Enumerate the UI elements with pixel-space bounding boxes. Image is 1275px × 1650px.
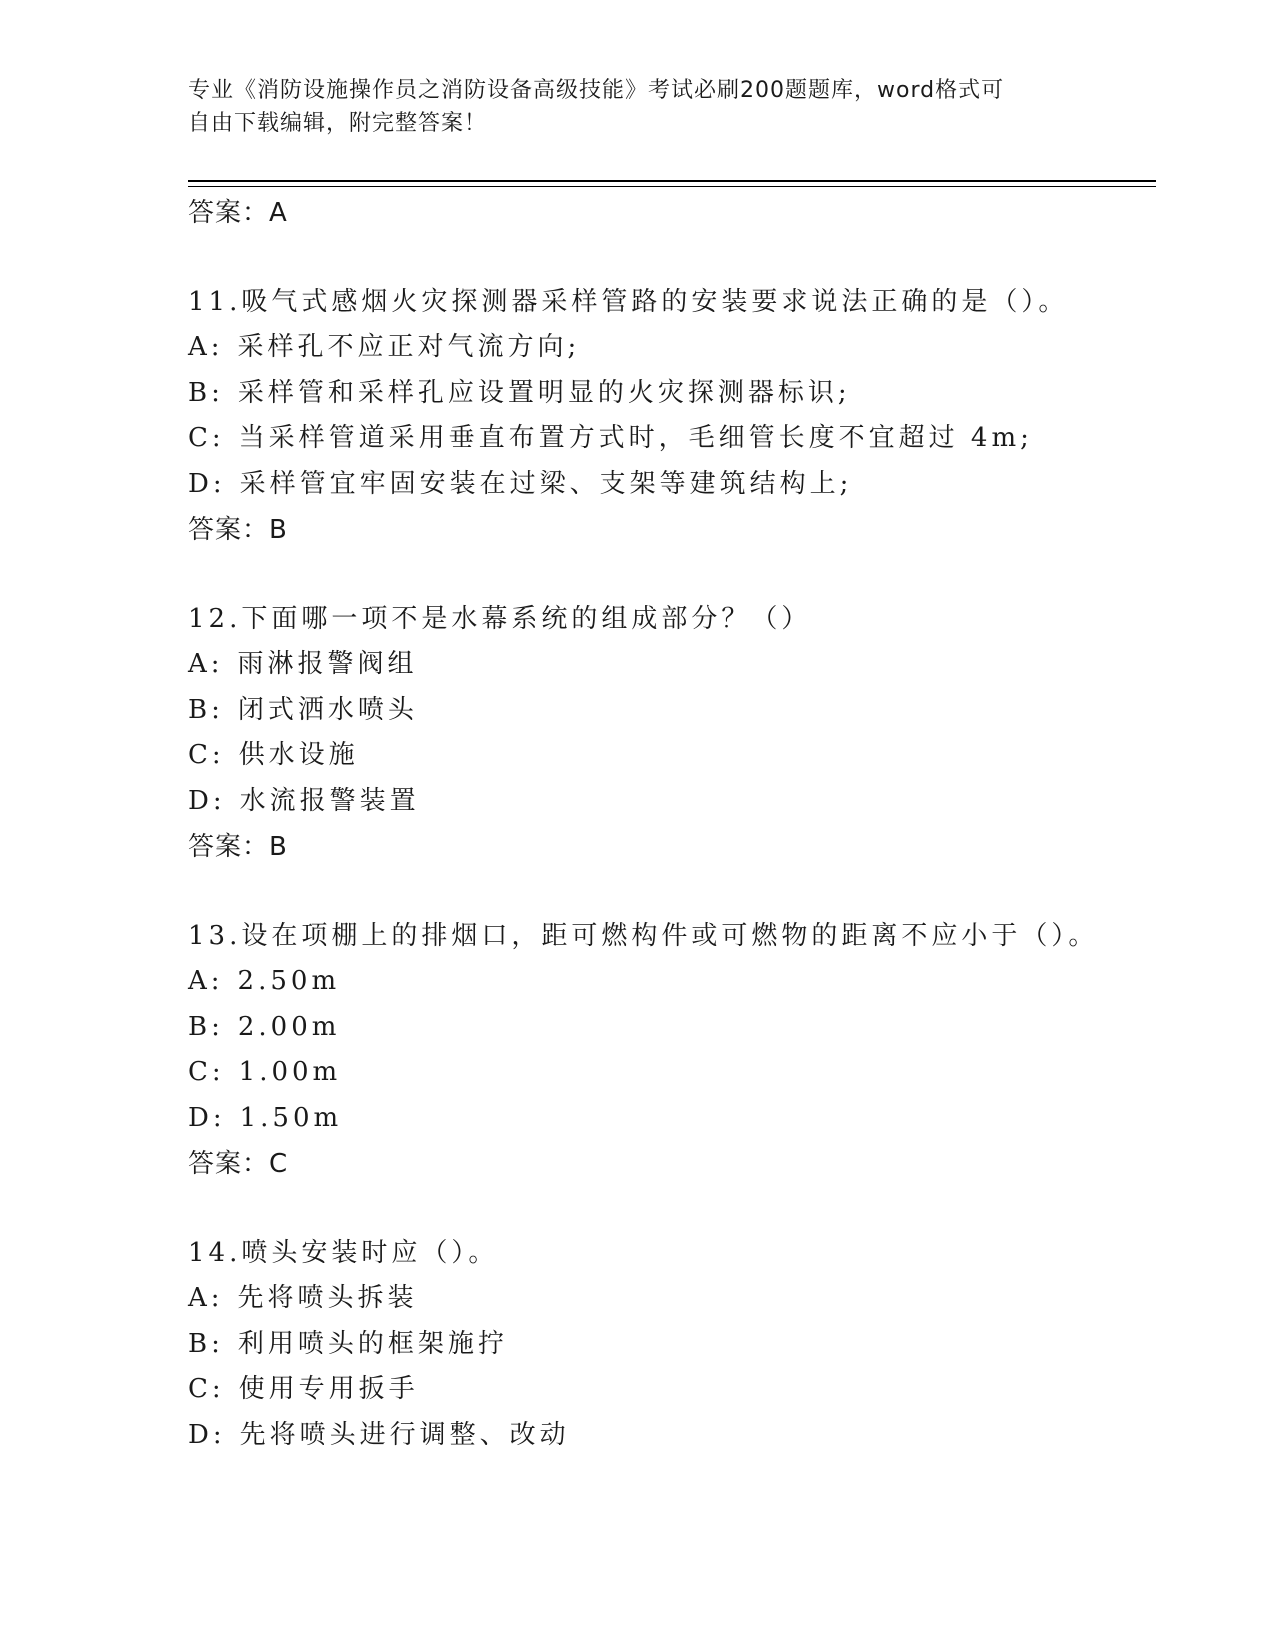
question-text: 14.喷头安装时应（）。 — [188, 1238, 499, 1268]
question-block — [188, 914, 1156, 1187]
option-a — [188, 642, 1156, 688]
option-letter: C: — [188, 740, 225, 770]
option-a — [188, 959, 1156, 1005]
option-letter: C: — [188, 1057, 225, 1087]
option-letter: D: — [188, 1419, 226, 1450]
header-rule-thick — [188, 180, 1156, 182]
option-d — [188, 1096, 1156, 1142]
option-text: 雨淋报警阀组 — [237, 649, 418, 679]
option-text: 水流报警装置 — [239, 785, 420, 816]
answer-line: 答案：B — [188, 832, 288, 862]
option-letter: A: — [188, 1283, 224, 1313]
option-letter: C: — [188, 1374, 225, 1404]
option-text: 先将喷头进行调整、改动 — [239, 1419, 570, 1450]
question-block — [188, 280, 1156, 553]
option-b — [188, 1322, 1156, 1368]
option-c — [188, 1367, 1156, 1413]
option-letter: B: — [188, 1011, 224, 1042]
option-letter: B: — [188, 377, 224, 408]
question-block — [188, 1231, 1156, 1458]
question-text: 13.设在项棚上的排烟口，距可燃构件或可燃物的距离不应小于（）。 — [188, 921, 1099, 951]
option-text: 1.50m — [239, 1102, 343, 1133]
option-letter: B: — [188, 694, 224, 725]
option-c — [188, 416, 1156, 462]
option-text: 1.00m — [238, 1057, 342, 1087]
option-text: 采样管宜牢固安装在过梁、支架等建筑结构上; — [239, 468, 853, 499]
option-letter: A: — [188, 649, 224, 679]
option-text: 采样管和采样孔应设置明显的火灾探测器标识; — [237, 377, 851, 408]
option-text: 闭式洒水喷头 — [237, 694, 418, 725]
question-list — [188, 190, 1156, 1458]
option-d — [188, 1413, 1156, 1459]
option-letter: D: — [188, 785, 226, 816]
option-c — [188, 733, 1156, 779]
header-rule-thin — [188, 186, 1156, 187]
option-b — [188, 1005, 1156, 1051]
option-text: 使用专用扳手 — [238, 1374, 419, 1404]
document-header — [188, 74, 1068, 140]
option-text: 先将喷头拆装 — [237, 1283, 418, 1313]
option-text: 利用喷头的框架施拧 — [237, 1328, 508, 1359]
option-c — [188, 1050, 1156, 1096]
option-text: 2.00m — [237, 1011, 341, 1042]
answer-line: 答案：C — [188, 1149, 289, 1179]
header-line-1: 专业《消防设施操作员之消防设备高级技能》考试必刷200题题库，word格式可 — [188, 78, 1005, 103]
option-letter: B: — [188, 1328, 224, 1359]
option-letter: A: — [188, 332, 224, 362]
option-d — [188, 779, 1156, 825]
option-b — [188, 371, 1156, 417]
option-text: 供水设施 — [238, 740, 359, 770]
question-text: 11.吸气式感烟火灾探测器采样管路的安装要求说法正确的是（）。 — [188, 287, 1069, 317]
answer-line: 答案：A — [188, 198, 288, 228]
option-letter: D: — [188, 468, 226, 499]
option-letter: A: — [188, 966, 224, 996]
option-d — [188, 462, 1156, 508]
header-line-2: 自由下载编辑，附完整答案！ — [188, 111, 488, 136]
question-block — [188, 597, 1156, 870]
option-letter: C: — [188, 423, 225, 453]
option-b — [188, 688, 1156, 734]
question-text: 12.下面哪一项不是水幕系统的组成部分？（） — [188, 604, 812, 634]
option-letter: D: — [188, 1102, 226, 1133]
option-a — [188, 325, 1156, 371]
option-text: 2.50m — [237, 966, 341, 996]
option-text: 采样孔不应正对气流方向; — [237, 332, 581, 362]
option-a — [188, 1276, 1156, 1322]
option-text: 当采样管道采用垂直布置方式时，毛细管长度不宜超过 4m; — [238, 423, 1033, 453]
answer-line: 答案：B — [188, 515, 288, 545]
